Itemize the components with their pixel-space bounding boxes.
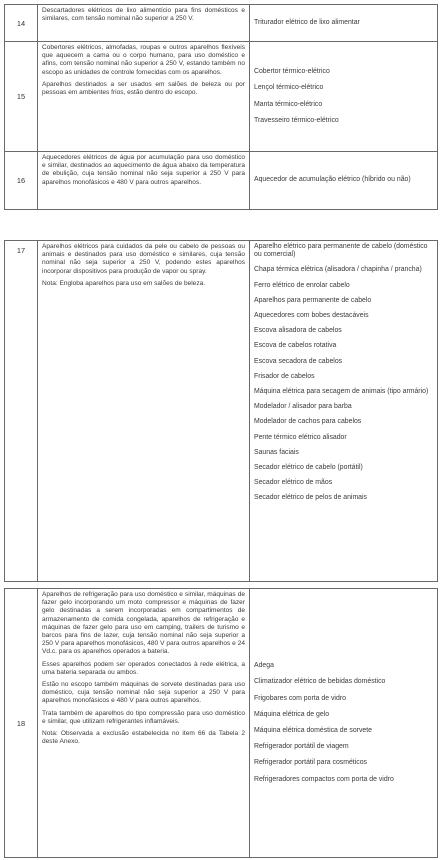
item-products (250, 241, 437, 581)
product-name: Cobertor térmico-elétrico (254, 68, 330, 76)
product-name: Aparelho elétrico para permanente de cabelo (doméstico ou comercial) (254, 243, 428, 259)
table-row-16 (5, 151, 437, 209)
product-name: Adega (254, 662, 274, 670)
table-row-18 (5, 589, 437, 857)
product-name: Aquecedor de acumulação elétrico (híbrido ou não) (254, 176, 411, 184)
item-description (38, 42, 250, 151)
product-name: Climatizador elétrico de bebidas doméstico (254, 678, 386, 686)
item-number: 15 (5, 42, 38, 151)
item-description (38, 152, 250, 209)
description-paragraph: Estão no escopo também máquinas de sorvete destinadas para uso doméstico, cuja tensão nominal não seja superior a 250 V para aparelhos monofásicos e 480 V para outros aparelhos. (42, 681, 245, 705)
product-name: Saunas faciais (254, 448, 299, 456)
product-name: Modelador / alisador para barba (254, 403, 352, 411)
table-item-18 (4, 588, 438, 858)
product-name: Ferro elétrico de enrolar cabelo (254, 281, 350, 289)
description-paragraph: Nota: Engloba aparelhos para uso em salões de beleza. (42, 279, 206, 287)
table-item-17 (4, 240, 438, 582)
item-description (38, 5, 250, 41)
product-name: Manta térmico-elétrico (254, 100, 323, 108)
product-name: Escova secadora de cabelos (254, 357, 343, 365)
item-number: 18 (5, 589, 38, 857)
product-name: Refrigerador portátil de viagem (254, 743, 349, 751)
product-name: Frigobares com porta de vidro (254, 694, 346, 702)
item-products (250, 42, 437, 151)
product-name: Refrigerador portátil para cosméticos (254, 759, 367, 767)
description-paragraph: Aquecedores elétricos de água por acumulação para uso doméstico e similar, destinados ao aquecimento de água abaixo da temperatura de ebulição, cuja tensão nominal não seja superior a 250 V para aparelhos monofásicos e 480 V para outros aparelhos. (42, 154, 245, 186)
description-paragraph: Esses aparelhos podem ser operados conectados à rede elétrica, a uma bateria separada ou ambos. (42, 660, 245, 676)
description-paragraph: Aparelhos destinados a ser usados em salões de beleza ou por pessoas em ambientes frios, estão dentro do escopo. (42, 80, 245, 97)
product-name: Escova de cabelos rotativa (254, 342, 337, 350)
product-name: Secador elétrico de pelos de animais (254, 494, 367, 502)
description-paragraph: Trata também de aparelhos do tipo compressão para uso doméstico e similar, que utilizam refrigerantes inflamáveis. (42, 709, 245, 725)
product-name: Frisador de cabelos (254, 372, 315, 380)
product-name: Máquina elétrica para secagem de animais (tipo armário) (254, 388, 429, 396)
product-name: Chapa térmica elétrica (alisadora / chapinha / prancha) (254, 266, 422, 274)
description-paragraph: Descartadores elétricos de lixo alimentício para fins domésticos e similares, com tensão nominal não superior a 250 V. (42, 7, 245, 23)
item-description (38, 241, 250, 581)
product-name: Triturador elétrico de lixo alimentar (254, 18, 360, 26)
product-name: Secador elétrico de cabelo (portátil) (254, 464, 363, 472)
item-number: 16 (5, 152, 38, 209)
item-products (250, 5, 437, 41)
item-number: 14 (5, 5, 38, 41)
product-name: Secador elétrico de mãos (254, 479, 333, 487)
item-description (38, 589, 250, 857)
product-name: Modelador de cachos para cabelos (254, 418, 362, 426)
product-name: Travesseiro térmico-elétrico (254, 116, 339, 124)
description-paragraph: Nota: Observada a exclusão estabelecida no item 66 da Tabela 2 deste Anexo. (42, 730, 245, 746)
description-paragraph: Aparelhos de refrigeração para uso doméstico e similar, máquinas de fazer gelo incorporando um moto compressor e máquinas de fazer gelo destinadas a serem incorporadas em compartimentos de armazenamento de comida congelada, aparelhos de refrigeração e máquinas de fazer gelo para uso em camping, trailers de turismo e barcos para fins de lazer, cuja tensão nominal não seja superior a 250 V para aparelhos monofásicos, 480 V para outros aparelhos e 24 Vd.c. para os aparelhos operados a bateria. (42, 591, 245, 656)
table-row-17 (5, 241, 437, 581)
product-name: Máquina elétrica de gelo (254, 710, 330, 718)
item-products (250, 589, 437, 857)
table-row-15 (5, 41, 437, 151)
product-name: Aquecedores com bobes destacáveis (254, 312, 369, 320)
product-name: Máquina elétrica doméstica de sorvete (254, 727, 372, 734)
product-name: Lençol térmico-elétrico (254, 84, 324, 92)
product-name: Refrigeradores compactos com porta de vidro (254, 775, 394, 783)
item-number: 17 (5, 241, 38, 581)
product-name: Escova alisadora de cabelos (254, 327, 342, 335)
table-row-14 (5, 5, 437, 41)
description-paragraph: Aparelhos elétricos para cuidados da pele ou cabelo de pessoas ou animais e destinados para uso doméstico e similares, cuja tensão nominal não seja superior a 250 V, podendo estes aparelhos incorporar dispositivos para produção de vapor ou spray. (42, 243, 245, 275)
product-name: Pente térmico elétrico alisador (254, 433, 347, 441)
description-paragraph: Cobertores elétricos, almofadas, roupas e outros aparelhos flexíveis que aquecem a cama ou o corpo humano, para uso doméstico e afins, com tensão nominal não superior a 250 V, estando também no escopo as unidades de controle fornecidas com os aparelhos. (42, 44, 245, 76)
item-products (250, 152, 437, 209)
table-items-14-16 (4, 4, 438, 210)
product-name: Aparelhos para permanente de cabelo (254, 296, 372, 304)
